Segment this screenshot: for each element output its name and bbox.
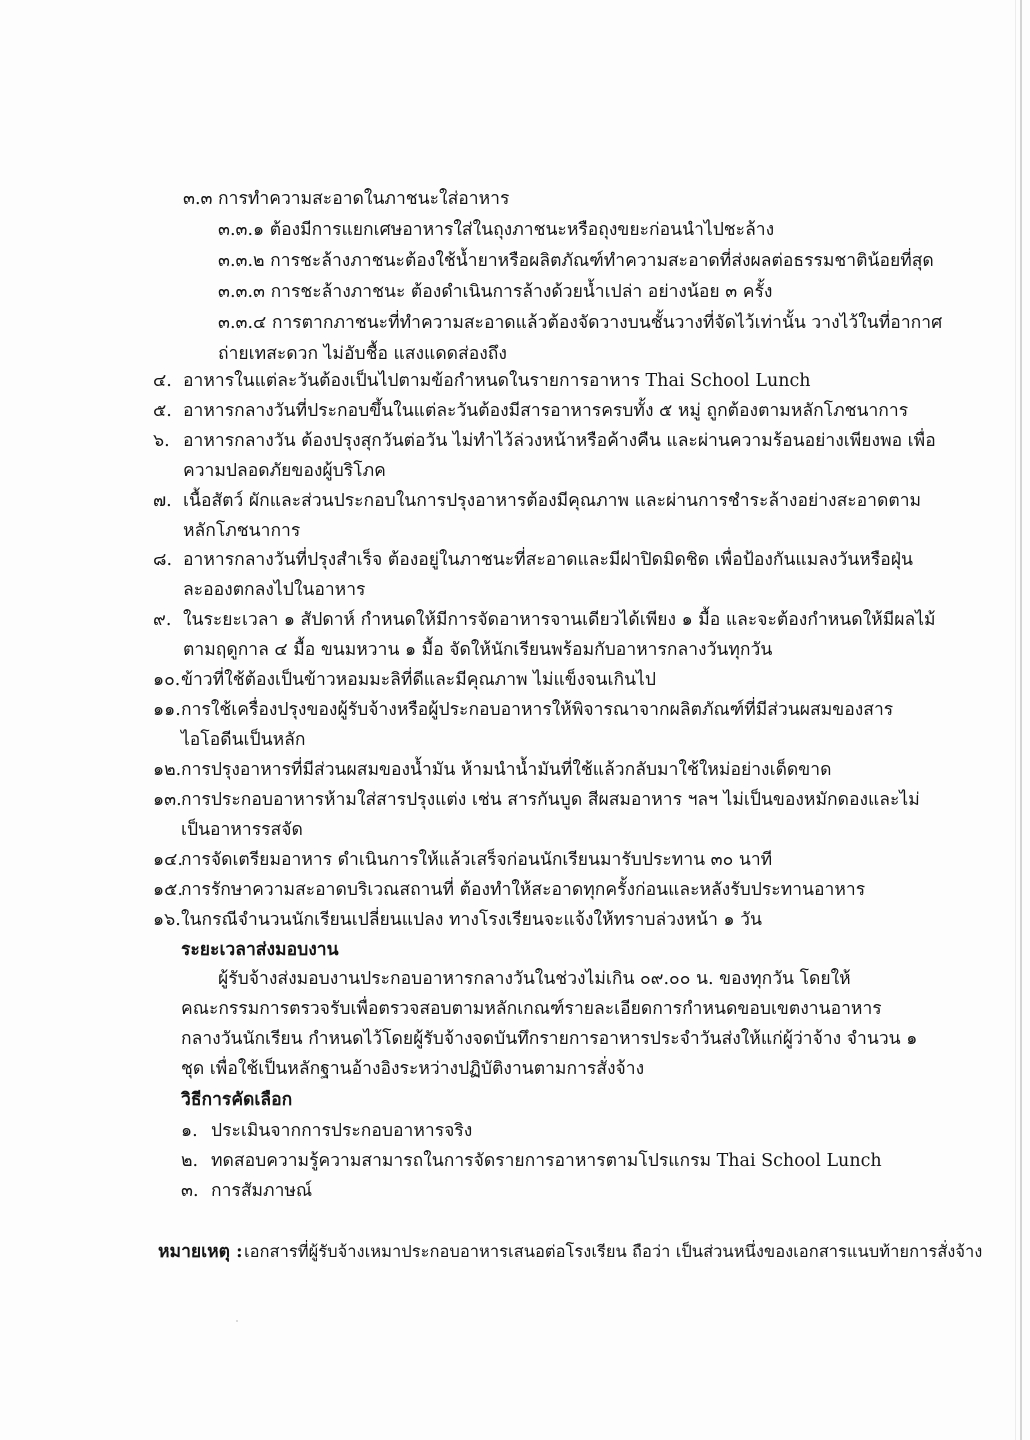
item-text: อาหารกลางวัน ต้องปรุงสุกวันต่อวัน ไม่ทำไว้ล่วงหน้าหรือค้างคืน และผ่านความร้อนอย่างเพียงพอ เพื่อ <box>183 431 936 451</box>
page-edge-shadow <box>1015 0 1016 1440</box>
item-text: อาหารกลางวันที่ปรุงสำเร็จ ต้องอยู่ในภาชนะที่สะอาดและมีฝาปิดมิดชิด เพื่อป้องกันแมลงวันหรือฝุ่น <box>183 550 913 570</box>
section-3-3-4-cont: ถ่ายเทสะดวก ไม่อับชื้อ แสงแดดส่องถึง <box>218 344 507 364</box>
item-text: อาหารในแต่ละวันต้องเป็นไปตามข้อกำหนดในรายการอาหาร Thai School Lunch <box>183 371 811 391</box>
note-text: เอกสารที่ผู้รับจ้างเหมาประกอบอาหารเสนอต่อโรงเรียน ถือว่า เป็นส่วนหนึ่งของเอกสารแนบท้ายการสั่งจ้าง <box>244 1242 983 1261</box>
note-label: หมายเหตุ : <box>158 1242 243 1262</box>
section-3-3-4: ๓.๓.๔ การตากภาชนะที่ทำความสะอาดแล้วต้องจัดวางบนชั้นวางที่จัดไว้เท่านั้น วางไว้ในที่อากาศ <box>218 313 943 333</box>
item-text: การรักษาความสะอาดบริเวณสถานที่ ต้องทำให้สะอาดทุกครั้งก่อนและหลังรับประทานอาหาร <box>181 880 866 900</box>
item-text: การปรุงอาหารที่มีส่วนผสมของน้ำมัน ห้ามนำน้ำมันที่ใช้แล้วกลับมาใช้ใหม่อย่างเด็ดขาด <box>181 760 832 780</box>
section-3-3-1: ๓.๓.๑ ต้องมีการแยกเศษอาหารใส่ในถุงภาชนะหรือถุงขยะก่อนนำไปชะล้าง <box>218 220 775 240</box>
item-text: อาหารกลางวันที่ประกอบขึ้นในแต่ละวันต้องมีสารอาหารครบทั้ง ๕ หมู่ ถูกต้องตามหลักโภชนาการ <box>183 401 909 421</box>
item-text: การจัดเตรียมอาหาร ดำเนินการให้แล้วเสร็จก่อนนักเรียนมารับประทาน ๓๐ นาที <box>181 850 773 870</box>
item-text-cont: ละอองตกลงไปในอาหาร <box>183 580 366 600</box>
item-number: ๙. <box>153 610 172 630</box>
delivery-paragraph-line: ชุด เพื่อใช้เป็นหลักฐานอ้างอิงระหว่างปฏิบัติงานตามการสั่งจ้าง <box>181 1059 645 1079</box>
item-number: ๑๑. <box>153 700 181 720</box>
selection-item: ประเมินจากการประกอบอาหารจริง <box>211 1121 473 1141</box>
item-number: ๑๖. <box>153 910 181 930</box>
section-3-3-2: ๓.๓.๒ การชะล้างภาชนะต้องใช้น้ำยาหรือผลิตภัณฑ์ทำความสะอาดที่ส่งผลต่อธรรมชาติน้อยที่สุด <box>218 251 934 271</box>
delivery-heading: ระยะเวลาส่งมอบงาน <box>181 940 339 960</box>
item-number: ๘. <box>153 550 173 570</box>
item-number: ๗. <box>153 491 172 511</box>
item-text: ในกรณีจำนวนนักเรียนเปลี่ยนแปลง ทางโรงเรียนจะแจ้งให้ทราบล่วงหน้า ๑ วัน <box>181 910 762 930</box>
item-text-cont: เป็นอาหารรสจัด <box>181 820 303 840</box>
item-text: การใช้เครื่องปรุงของผู้รับจ้างหรือผู้ประกอบอาหารให้พิจารณาจากผลิตภัณฑ์ที่มีส่วนผสมของสาร <box>181 700 894 720</box>
scan-speck <box>236 1320 238 1322</box>
item-number: ๑๒. <box>153 760 182 780</box>
selection-heading: วิธีการคัดเลือก <box>181 1090 293 1110</box>
delivery-paragraph-line: คณะกรรมการตรวจรับเพื่อตรวจสอบตามหลักเกณฑ์รายละเอียดการกำหนดขอบเขตงานอาหาร <box>181 999 882 1019</box>
section-3-3-heading: ๓.๓ การทำความสะอาดในภาชนะใส่อาหาร <box>183 189 510 209</box>
delivery-paragraph-line: ผู้รับจ้างส่งมอบงานประกอบอาหารกลางวันในช่วงไม่เกิน ๐๙.๐๐ น. ของทุกวัน โดยให้ <box>218 969 851 989</box>
item-number: ๖. <box>153 431 170 451</box>
item-number: ๕. <box>153 401 172 421</box>
selection-number: ๑. <box>181 1121 198 1141</box>
item-number: ๑๕. <box>153 880 183 900</box>
item-number: ๑๐. <box>153 670 181 690</box>
item-text: ในระยะเวลา ๑ สัปดาห์ กำหนดให้มีการจัดอาหารจานเดียวได้เพียง ๑ มื้อ และจะต้องกำหนดให้มีผลไม้ <box>183 610 936 630</box>
delivery-paragraph-line: กลางวันนักเรียน กำหนดไว้โดยผู้รับจ้างจดบันทึกรายการอาหารประจำวันส่งให้แก่ผู้ว่าจ้าง จำนวน ๑ <box>181 1029 918 1049</box>
selection-number: ๓. <box>181 1181 199 1201</box>
selection-item: การสัมภาษณ์ <box>211 1181 313 1201</box>
page-edge <box>1020 0 1022 1440</box>
selection-number: ๒. <box>181 1151 199 1171</box>
item-number: ๑๓. <box>153 790 182 810</box>
item-number: ๔. <box>153 371 172 391</box>
item-text-cont: ตามฤดูกาล ๔ มื้อ ขนมหวาน ๑ มื้อ จัดให้นักเรียนพร้อมกับอาหารกลางวันทุกวัน <box>183 640 773 660</box>
section-3-3-3: ๓.๓.๓ การชะล้างภาชนะ ต้องดำเนินการล้างด้วยน้ำเปล่า อย่างน้อย ๓ ครั้ง <box>218 282 773 302</box>
item-number: ๑๔. <box>153 850 183 870</box>
item-text-cont: หลักโภชนาการ <box>183 521 301 541</box>
selection-item: ทดสอบความรู้ความสามารถในการจัดรายการอาหารตามโปรแกรม Thai School Lunch <box>211 1151 882 1171</box>
item-text: เนื้อสัตว์ ผักและส่วนประกอบในการปรุงอาหารต้องมีคุณภาพ และผ่านการชำระล้างอย่างสะอาดตาม <box>183 491 922 511</box>
item-text: ข้าวที่ใช้ต้องเป็นข้าวหอมมะลิที่ดีและมีคุณภาพ ไม่แข็งจนเกินไป <box>181 670 656 690</box>
item-text-cont: ความปลอดภัยของผู้บริโภค <box>183 461 386 481</box>
item-text: การประกอบอาหารห้ามใส่สารปรุงแต่ง เช่น สารกันบูด สีผสมอาหาร ฯลฯ ไม่เป็นของหมักดองและไม่ <box>181 790 920 810</box>
item-text-cont: ไอโอดีนเป็นหลัก <box>181 730 306 750</box>
